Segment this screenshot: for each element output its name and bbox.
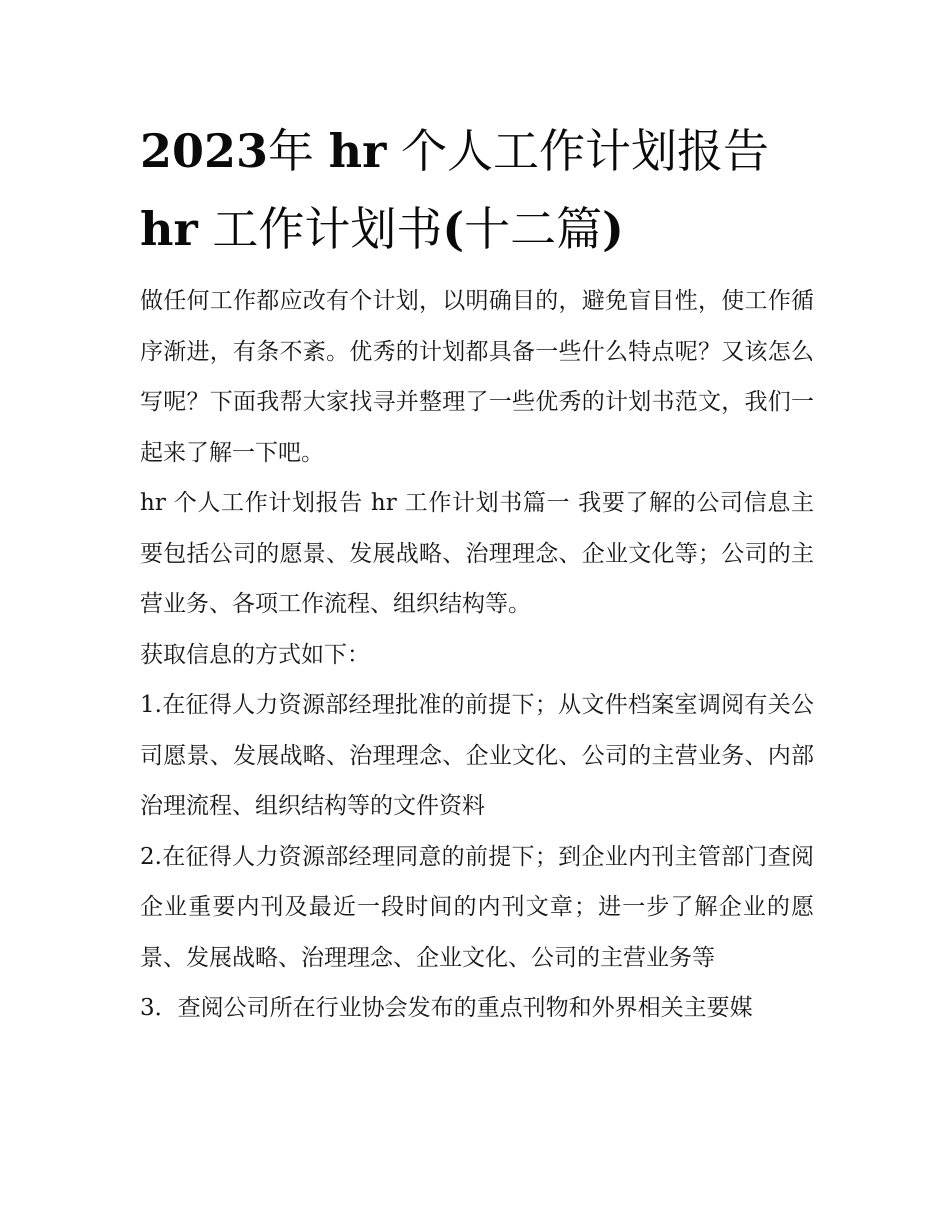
- title-line-1: [140, 112, 820, 190]
- paragraph-intro: 做任何工作都应改有个计划，以明确目的，避免盲目性，使工作循序渐进，有条不紊。优秀的计划都具备一些什么特点呢？又该怎么写呢？下面我帮大家找寻并整理了一些优秀的计划书范文，我们一起来了解一下吧。: [140, 288, 814, 466]
- title-paren-open: (: [442, 202, 465, 256]
- title-hr-2: hr: [140, 202, 198, 256]
- document-body: [140, 276, 814, 1034]
- title-text-1: 个人工作计划报告: [400, 124, 769, 178]
- page-title: [140, 112, 820, 268]
- title-line-2: [140, 190, 820, 268]
- paragraph-section-1: hr 个人工作计划报告 hr 工作计划书篇一 我要了解的公司信息主要包括公司的愿景、发展战略、治理理念、企业文化等；公司的主营业务、各项工作流程、组织结构等。: [140, 490, 814, 617]
- paragraph-item-3: 3．查阅公司所在行业协会发布的重点刊物和外界相关主要媒: [140, 995, 753, 1021]
- title-text-2: 工作计划书: [212, 202, 443, 256]
- title-paren-close: ): [602, 202, 624, 256]
- paragraph-item-2: 2.在征得人力资源部经理同意的前提下；到企业内刊主管部门查阅企业重要内刊及最近一段时间的内刊文章；进一步了解企业的愿景、发展战略、治理理念、企业文化、公司的主营业务等: [140, 843, 814, 971]
- title-year: 2023: [140, 124, 269, 178]
- paragraph-item-1: 1.在征得人力资源部经理批准的前提下；从文件档案室调阅有关公司愿景、发展战略、治理理念、企业文化、公司的主营业务、内部治理流程、组织结构等的文件资料: [140, 692, 814, 819]
- title-text-3: 十二篇: [464, 202, 603, 256]
- title-year-suffix: 年: [268, 124, 315, 178]
- title-hr: hr: [328, 124, 387, 178]
- paragraph-methods-heading: 获取信息的方式如下：: [140, 641, 370, 668]
